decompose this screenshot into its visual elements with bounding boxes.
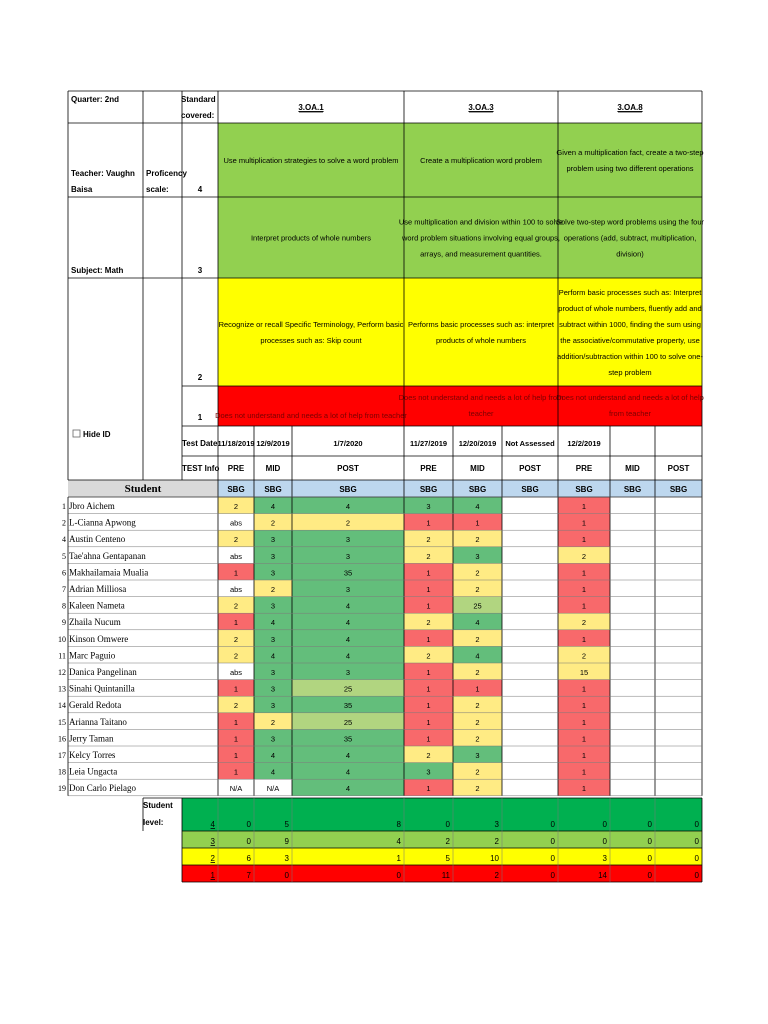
student-number: 2 [62,518,66,528]
summary-row-fill [182,831,702,848]
summary-grid [182,798,702,882]
summary-count: 0 [694,854,699,863]
score-value: 2 [270,585,276,594]
score-value: N/A [229,784,243,794]
summary-count: 0 [647,837,652,846]
student-number: 11 [58,651,66,661]
summary-level: 3 [210,837,215,846]
student-number: 17 [58,751,66,760]
summary-count: 0 [694,871,699,880]
score-value: 1 [426,717,431,727]
score-value: 3 [270,684,276,694]
standard-descriptor-line: Does not understand and needs a lot of help [556,393,704,402]
score-value: 4 [345,618,351,628]
score-value: 2 [233,601,239,611]
summary-count: 0 [550,837,555,846]
standard-code: 3.OA.3 [468,103,494,112]
sbg-label: SBG [339,485,357,494]
standard-descriptor-line: problem using two different operations [566,164,694,173]
sbg-label: SBG [419,485,438,494]
summary-count: 0 [647,820,652,829]
standard-descriptor-line: processes such as: Skip count [260,336,362,345]
summary-count: 0 [550,820,555,829]
score-value: abs [229,551,243,561]
score-value: 1 [581,701,587,711]
score-value: 1 [581,634,587,644]
score-value: 4 [345,502,351,511]
checkbox-box[interactable] [73,430,80,437]
score-value: 1 [581,502,587,511]
student-number: 10 [58,634,66,644]
proficiency-label-1: Proficency [146,169,187,178]
summary-count: 0 [694,820,699,829]
score-value: 3 [426,502,431,511]
sbg-label: SBG [575,485,593,494]
score-value: 1 [233,751,239,760]
standard-descriptor-line: arrays, and measurement quantities. [420,249,542,259]
test-date-label: Test Date [182,439,218,448]
summary-count: 3 [602,854,607,863]
score-value: 1 [581,784,587,794]
student-number: 14 [58,701,66,711]
student-number: 9 [62,618,66,628]
score-value: 3 [345,535,351,545]
score-value: 1 [581,585,587,594]
sbg-label: SBG [623,485,642,494]
student-name[interactable]: Kinson Omwere [69,633,129,644]
student-number: 13 [58,684,66,694]
test-date: 11/27/2019 [409,439,448,448]
score-value: 1 [581,717,587,727]
score-value: 4 [345,601,351,611]
score-value: 1 [426,784,431,794]
summary-count: 3 [284,854,289,863]
proficiency-label-2: scale: [146,185,169,194]
score-value: 3 [270,701,276,711]
score-value: 4 [270,751,276,760]
score-value: 1 [426,518,431,528]
score-value: 2 [475,734,480,744]
student-number: 15 [58,717,66,727]
score-value: 1 [581,767,587,777]
score-value: 2 [233,634,239,644]
score-value: 4 [270,502,276,511]
standard-descriptor-line: operations (add, subtract, multiplication, [563,233,697,243]
score-value: 1 [233,568,239,578]
score-value: 35 [343,701,353,711]
student-number: 7 [62,585,66,594]
student-number: 4 [62,535,66,545]
summary-count: 0 [647,854,652,863]
score-value: 1 [475,684,480,694]
score-value: 3 [270,551,276,561]
summary-count: 10 [490,854,499,863]
test-date: 1/7/2020 [333,439,363,448]
test-info-label: TEST Info [182,464,220,473]
score-value: 2 [426,535,431,545]
standard-descriptor-line: Given a multiplication fact, create a two-step [556,148,704,157]
score-value: 2 [426,551,431,561]
summary-count: 4 [396,837,401,846]
score-value: 3 [426,767,431,777]
score-value: 25 [473,601,482,611]
summary-label-1: Student [143,801,173,810]
score-value: 4 [345,651,351,661]
score-value: 2 [475,585,480,594]
score-value: 3 [345,551,351,561]
student-number: 8 [62,601,66,611]
student-name[interactable]: Marc Paguio [69,650,116,661]
summary-row-fill [182,848,702,865]
sbg-header-row [68,480,702,497]
score-value: 35 [343,734,353,744]
standard-descriptor-line: word problem situations involving equal groups, [401,233,561,243]
score-value: 35 [343,568,353,578]
score-value: N/A [266,784,280,794]
score-value: abs [229,518,243,528]
score-value: 1 [426,701,431,711]
score-value: 1 [233,717,239,727]
score-value: 2 [270,717,276,727]
student-name[interactable]: Gerald Redota [69,700,122,711]
summary-count: 5 [445,854,450,863]
score-value: 3 [270,601,276,611]
score-value: abs [229,668,243,677]
score-value: 3 [270,634,276,644]
summary-count: 0 [246,837,251,846]
test-date: 11/18/2019 [217,439,255,448]
score-value: 3 [270,668,276,677]
score-value: 1 [426,585,431,594]
student-name[interactable]: Jerry Taman [69,733,114,744]
score-value: 2 [233,502,239,511]
score-value: 1 [426,601,431,611]
student-number: 18 [58,767,66,777]
standard-code: 3.OA.1 [298,103,324,112]
score-value: 25 [343,717,353,727]
summary-count: 0 [550,854,555,863]
score-value: 1 [581,518,587,528]
score-value: 4 [345,784,351,794]
summary-count: 0 [246,820,251,829]
standard-descriptor-line: step problem [608,368,652,377]
score-value: 2 [426,751,431,760]
summary-row-fill [182,798,702,831]
standard-descriptor-line: Use multiplication and division within 100 to solve [398,217,564,227]
standard-descriptor-line: product of whole numbers, fluently add and [558,304,702,313]
standard-descriptor-line: products of whole numbers [435,336,527,345]
score-value: 4 [475,651,480,661]
score-value: 1 [581,751,587,760]
student-name[interactable]: Austin Centeno [69,534,126,545]
score-value: 2 [475,668,480,677]
standard-descriptor-line: subtract within 1000, finding the sum using [559,320,701,329]
summary-count: 5 [284,820,289,829]
summary-count: 2 [494,871,499,880]
student-name[interactable]: L-Cianna Apwong [69,517,136,528]
scale-level-4: 4 [197,185,203,194]
student-name[interactable]: Sinahi Quintanilla [69,683,135,694]
summary-level: 2 [210,854,215,863]
student-name[interactable]: Zhaila Nucum [69,617,121,628]
quarter-label: Quarter: 2nd [71,95,120,104]
summary-count: 0 [602,837,607,846]
student-name[interactable]: Danica Pangelinan [69,667,137,677]
standard-descriptor-line: Solve two-step word problems using the four [556,217,704,227]
summary-count: 7 [246,871,251,880]
student-name[interactable]: Don Carlo Pielago [69,783,136,794]
score-value: 1 [581,535,587,545]
score-value: 15 [579,668,589,677]
score-value: 1 [475,518,480,528]
scale-level-2: 2 [197,373,203,382]
sbg-label: SBG [468,485,487,494]
score-value: 4 [345,751,351,760]
score-value: abs [229,585,243,594]
test-type: MID [470,464,485,473]
test-date: 12/2/2019 [567,439,601,448]
score-value: 2 [233,701,239,711]
summary-count: 11 [441,871,450,880]
score-value: 4 [345,767,351,777]
student-number: 5 [62,551,66,561]
scale-level-1: 1 [197,413,203,422]
score-value: 2 [581,618,587,628]
student-name[interactable]: Arianna Taitano [69,716,127,727]
score-value: 1 [426,568,431,578]
summary-count: 9 [284,837,289,846]
summary-count: 2 [494,837,499,846]
student-name[interactable]: Kaleen Nameta [69,600,125,611]
score-value: 1 [581,568,587,578]
standard-descriptor-line: Interpret products of whole numbers [250,233,372,243]
student-name[interactable]: Kelcy Torres [69,750,116,760]
score-value: 2 [426,651,431,661]
summary-count: 0 [647,871,652,880]
summary-count: 6 [246,854,251,863]
summary-count: 0 [445,820,450,829]
test-date: Not Assessed [505,439,555,448]
score-value: 4 [475,618,480,628]
student-name[interactable]: Makhailamaia Mualia [69,567,149,578]
scale-level-3: 3 [197,266,203,275]
score-value: 4 [475,502,480,511]
standard-descriptor-line: teacher [468,409,494,418]
summary-count: 0 [694,837,699,846]
summary-count: 0 [284,871,289,880]
score-value: 2 [475,717,480,727]
test-date: 12/9/2019 [256,439,290,448]
score-value: 1 [426,684,431,694]
score-value: 2 [475,767,480,777]
summary-label-2: level: [143,818,164,827]
score-value: 2 [475,634,480,644]
test-type: PRE [575,464,593,473]
summary-level: 4 [210,820,215,829]
standard-descriptor-line: Use multiplication strategies to solve a word problem [223,156,399,165]
test-type: MID [625,464,640,473]
hide-id-label: Hide ID [83,430,111,439]
score-value: 3 [475,751,480,760]
test-type: POST [667,464,690,473]
standard-descriptor-line: Performs basic processes such as: interpret [408,320,554,329]
score-value: 2 [475,784,480,794]
score-value: 1 [233,767,239,777]
standard-descriptor-line: Does not understand and needs a lot of help from [398,393,564,402]
summary-count: 0 [602,820,607,829]
standard-code: 3.OA.8 [617,103,643,112]
score-value: 1 [581,684,587,694]
score-value: 3 [270,734,276,744]
score-value: 2 [270,518,276,528]
score-value: 2 [345,518,351,528]
score-value: 1 [426,734,431,744]
score-value: 2 [233,535,239,545]
score-value: 2 [475,535,480,545]
test-type: POST [337,464,359,473]
score-value: 4 [345,634,351,644]
student-number: 1 [62,502,66,511]
score-value: 3 [345,668,351,677]
summary-count: 14 [598,871,607,880]
score-value: 3 [475,551,480,561]
score-value: 2 [475,701,480,711]
score-value: 2 [475,568,480,578]
student-name[interactable]: Tae'ahna Gentapanan [69,550,146,561]
score-value: 1 [581,734,587,744]
subject-label: Subject: Math [71,266,124,275]
standard-descriptor-line: Perform basic processes such as: Interpret [558,288,702,297]
student-name[interactable]: Jbro Aichem [69,501,115,511]
teacher-label-2: Baisa [71,185,93,194]
student-name[interactable]: Adrian Milliosa [69,584,127,594]
summary-level: 1 [210,871,215,880]
summary-count: 0 [396,871,401,880]
score-value: 3 [270,535,276,545]
student-name[interactable]: Leia Ungacta [69,766,118,777]
test-type: PRE [227,464,245,473]
score-value: 1 [581,601,587,611]
score-value: 4 [270,618,276,628]
score-value: 4 [270,767,276,777]
score-value: 4 [270,651,276,661]
teacher-label-1: Teacher: Vaughn [71,169,135,178]
sbg-label: SBG [521,485,539,494]
standard-covered-label-1: Standard [181,95,216,104]
sbg-label: SBG [669,485,688,494]
test-type: PRE [420,464,437,473]
student-number: 6 [62,568,66,578]
score-value: 1 [233,734,239,744]
score-value: 2 [233,651,239,661]
summary-count: 3 [494,820,499,829]
standard-descriptor-line: Recognize or recall Specific Terminology, Perform basic [218,320,404,329]
summary-count: 0 [550,871,555,880]
score-value: 25 [343,684,353,694]
sbg-label: SBG [264,485,282,494]
summary-count: 2 [445,837,450,846]
score-value: 2 [581,651,587,661]
student-column-header: Student [124,483,162,495]
test-date: 12/20/2019 [458,439,497,448]
standard-descriptor-line: the associative/commutative property, use [560,336,700,345]
score-value: 3 [345,585,351,594]
standard-descriptor-line: Does not understand and needs a lot of help from teacher [215,411,407,420]
test-type: POST [519,464,541,473]
standard-covered-label-2: covered: [181,111,215,120]
test-type: MID [265,464,281,473]
score-value: 1 [233,684,239,694]
score-value: 2 [581,551,587,561]
student-number: 19 [58,784,66,794]
summary-count: 8 [396,820,401,829]
score-value: 1 [426,634,431,644]
sbg-label: SBG [227,485,245,494]
score-value: 1 [233,618,239,628]
student-number: 16 [58,734,66,744]
score-value: 1 [426,668,431,677]
standard-descriptor-line: from teacher [608,409,652,418]
standard-descriptor-line: Create a multiplication word problem [420,156,542,165]
score-value: 2 [426,618,431,628]
summary-count: 1 [396,854,401,863]
band-1 [218,386,702,426]
standard-descriptor-line: division) [616,249,644,259]
score-value: 3 [270,568,276,578]
standard-descriptor-line: addition/subtraction within 100 to solve one- [557,352,703,361]
student-number: 12 [58,668,66,677]
